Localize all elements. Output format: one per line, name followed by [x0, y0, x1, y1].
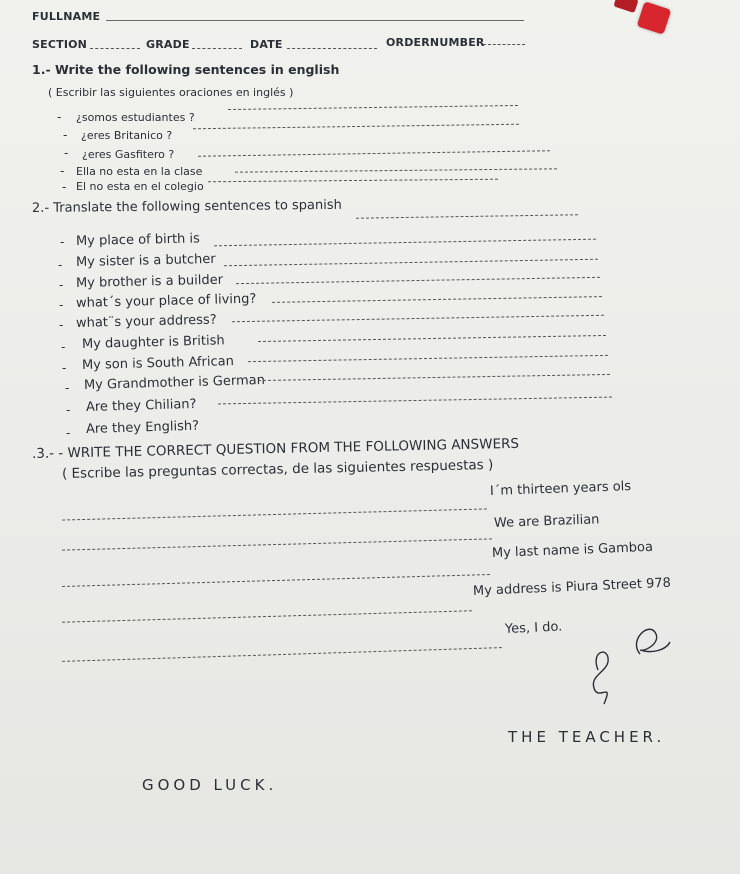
bullet: - [60, 235, 65, 249]
bullet: - [60, 164, 65, 178]
date-label: DATE [250, 38, 283, 51]
question-line[interactable] [62, 538, 492, 550]
answer-line[interactable] [258, 374, 610, 381]
part2-item: My brother is a builder [75, 272, 224, 291]
question-line[interactable] [62, 610, 472, 622]
part1-item: ¿eres Gasfitero ? [82, 148, 175, 161]
answer-line[interactable] [198, 150, 550, 157]
bullet: - [59, 318, 64, 332]
part1-item: ¿eres Britanico ? [81, 129, 173, 142]
part2-item: Are they English? [85, 418, 200, 437]
answer-line[interactable] [232, 315, 604, 322]
red-marker-icon [637, 1, 672, 34]
part2-item: My son is South African [81, 354, 235, 373]
answer-line[interactable] [236, 277, 600, 284]
part1-item: El no esta en el colegio [76, 180, 204, 193]
grade-field[interactable] [192, 48, 242, 49]
answer-line[interactable] [272, 296, 602, 303]
answer-text: Yes, I do. [504, 619, 563, 637]
bullet: - [58, 258, 63, 272]
answer-line[interactable] [248, 355, 608, 362]
part1-subtitle: ( Escribir las siguientes oraciones en inglés ) [48, 86, 294, 99]
part2-title: 2.- Translate the following sentences to spanish [31, 197, 342, 216]
teacher-signature-icon [570, 610, 680, 720]
part1-title: 1.- Write the following sentences in english [32, 62, 340, 77]
answer-line[interactable] [356, 214, 578, 218]
marker-cap-icon [613, 0, 638, 13]
bullet: - [63, 128, 68, 142]
answer-text: We are Brazilian [493, 512, 600, 531]
part1-item: Ella no esta en la clase [76, 165, 203, 178]
answer-line[interactable] [224, 259, 598, 267]
bullet: - [59, 278, 64, 292]
bullet: - [65, 381, 70, 395]
part2-item: My Grandmother is German [83, 372, 266, 393]
answer-line[interactable] [228, 105, 518, 110]
bullet: - [62, 180, 67, 194]
part2-item: My daughter is British [81, 333, 225, 352]
section-label: SECTION [32, 38, 88, 51]
answer-line[interactable] [218, 397, 612, 405]
date-field[interactable] [287, 48, 377, 49]
part3-subtitle: ( Escribe las preguntas correctas, de las siguientes respuestas ) [61, 456, 494, 482]
grade-label: GRADE [146, 38, 190, 51]
part3-title: .3.- - WRITE THE CORRECT QUESTION FROM THE FOLLOWING ANSWERS [31, 435, 520, 462]
question-line[interactable] [62, 647, 502, 662]
bullet: - [61, 340, 66, 354]
answer-line[interactable] [208, 179, 498, 183]
part2-item: My sister is a butcher [75, 251, 216, 270]
answer-text: I´m thirteen years ols [489, 479, 632, 499]
section-field[interactable] [90, 48, 140, 49]
teacher-label: THE TEACHER. [508, 728, 666, 746]
good-luck-label: GOOD LUCK. [142, 776, 278, 794]
part2-item: what´s your place of living? [75, 291, 257, 311]
bullet: - [66, 403, 71, 417]
answer-text: My address is Piura Street 978 [472, 575, 672, 599]
ordernumber-label: ORDERNUMBER [386, 36, 485, 49]
bullet: - [66, 426, 71, 440]
bullet: - [64, 146, 69, 160]
bullet: - [59, 298, 64, 312]
question-line[interactable] [62, 508, 487, 520]
part2-item: Are they Chilian? [85, 396, 197, 415]
answer-line[interactable] [193, 124, 519, 130]
answer-line[interactable] [258, 335, 606, 342]
part2-item: My place of birth is [75, 231, 201, 249]
answer-line[interactable] [214, 239, 596, 247]
answer-line[interactable] [235, 168, 557, 172]
answer-text: My last name is Gamboa [491, 539, 654, 561]
ordernumber-field[interactable] [483, 44, 525, 45]
part1-item: ¿somos estudiantes ? [76, 111, 195, 124]
fullname-label: FULLNAME [32, 10, 101, 23]
question-line[interactable] [62, 574, 490, 587]
fullname-field[interactable] [106, 20, 524, 21]
part2-item: what¨s your address? [75, 312, 217, 331]
bullet: - [62, 361, 67, 375]
bullet: - [57, 110, 62, 124]
